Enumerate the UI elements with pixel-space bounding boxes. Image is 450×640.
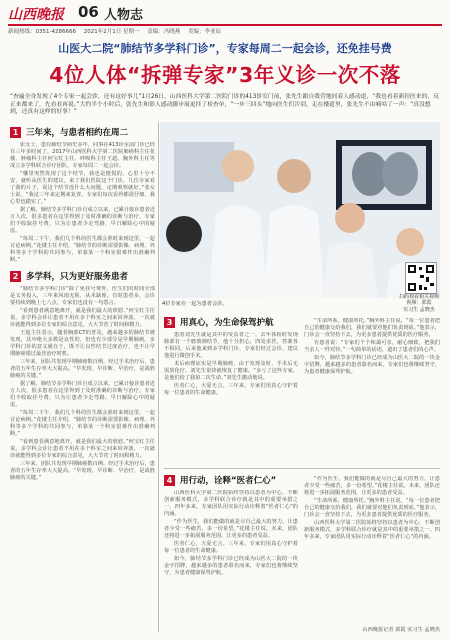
- section-heading-1: [10, 126, 128, 138]
- qr-caption: [394, 294, 444, 313]
- header-rule: [8, 24, 442, 26]
- paragraph: 张女士，患有肺结节病史多年，同事在413诊室前门诊已经有三年多时间了。2017年山西医科大学第二医院肺癌科主任花楼、肿瘤科主任何宝红主任、呼吸科主任王超、胸外科主任等成立多学科联合诊疗团队，专家每周二一起会诊。: [10, 142, 155, 169]
- column-section-3b: [304, 318, 440, 464]
- paragraph: “每周二下午，我们几个科的医生都会准时来到这里，一起讨论病例。”花楼主任介绍，“肺结节的诊断需要影像、病理、外科等多个学科的共同参与，单靠某一个科室很难作出准确判断。”: [10, 410, 155, 437]
- section-heading-3: [164, 316, 274, 328]
- masthead-meta: [8, 27, 227, 35]
- paragraph: “哪里突然发现了这个结节，我也是挺慌的，心里十分不安，就听从医生的建议，来了我们医院这个门诊，几位专家看了我的片子，说这个结节没什么大问题，定期观察就好。”张女士说，“我这三年来定期来复查，专家们每次看得都很仔细，我心里也踏实了。”: [10, 171, 155, 205]
- article-headline: 4位人体“拆弹专家”3年义诊一次不落: [49, 63, 401, 87]
- section-title: 三年来，与患者相约在周二: [26, 128, 129, 138]
- issue-date: 2021年2月1日 星期一: [83, 29, 140, 35]
- section-title: 用行动，诠释“医者仁心”: [180, 476, 277, 486]
- editor-credit: 责编：冯晓燕: [147, 29, 181, 35]
- article-subtitle: 山医大二院“肺结节多学科门诊”，专家每周二一起会诊，还免挂号费: [58, 42, 392, 55]
- paragraph: 山西医科大学第二医院始终坚持以患者为中心，不断创新服务模式，多学科联合诊疗就是其中的重要举措之一。四年多来，专家团队用实际行动诠释着“医者仁心”的内涵。: [164, 490, 298, 517]
- newspaper-logo: 山西晚报: [8, 7, 64, 23]
- qr-code-pattern: [406, 263, 436, 293]
- news-hotline: 新闻热线：0351-4286666: [8, 29, 76, 35]
- paragraph: 术后病理证实是早期肺癌，由于发现及时，手术后无需放化疗，刘先生很快就恢复了健康。“多亏了这些专家，是他们给了我第二次生命。”刘先生激动地说。: [164, 361, 298, 381]
- article-byline: 山西晚报记者 郭霞 实习生 孟晓杰: [362, 627, 440, 633]
- paragraph: “生命所系，健康所托。”胸外科主任说，“每一位患者把自己的健康交给我们，我们就要对他们负责到底。”他表示，门诊会一直坚持下去，为更多患者提供优质的医疗服务。: [304, 498, 440, 518]
- column-divider: [158, 122, 159, 632]
- column-section-1: [10, 142, 155, 262]
- paragraph: “肺结节多学科门诊”除了免挂号费外，医生们的时间全部是义务投入，三年来风雨无阻，从未缺席。有时患者多，会诊要持续到晚上七八点，专家们也没有一句怨言。: [10, 286, 155, 306]
- section-heading-2: [10, 270, 128, 282]
- paragraph: 如今，肺结节多学科门诊已经成为山医大二院的一块金字招牌，越来越多的患者慕名而来，专家们也将继续坚守，为患者健康保驾护航。: [304, 355, 440, 375]
- paragraph: 患者刘先生就是其中的受益者之一。去年体检时发现肺部有一个磨玻璃结节，他十分担心，四处求医，答案各不相同。后来他来到多学科门诊，专家们经过会诊，建议他进行微创手术。: [164, 332, 298, 359]
- section-title: 多学科，只为更好服务患者: [26, 272, 129, 282]
- paragraph: 如今，肺结节多学科门诊已经成为山医大二院的一块金字招牌，越来越多的患者慕名而来，专家们也将继续坚守，为患者健康保驾护航。: [164, 556, 298, 576]
- masthead: [8, 4, 442, 26]
- section-divider: [164, 468, 440, 469]
- section-number: 1: [10, 127, 21, 138]
- column-section-3: [164, 332, 298, 464]
- paragraph: 据了解，肺结节多学科门诊自成立以来，已累计接诊患者近万人次，很多患者在这里得到了及时准确的诊断与治疗。专家们不收取挂号费，只为让患者少走弯路，早日解除心中的疑虑。: [10, 207, 155, 234]
- page-number: 06: [78, 3, 99, 21]
- paragraph: 医者仁心，大爱无言。三年来，专家们用真心守护着每一位患者的生命健康。: [164, 383, 298, 396]
- paragraph: “生命所系，健康所托。”胸外科主任说，“每一位患者把自己的健康交给我们，我们就要对他们负责到底。”他表示，门诊会一直坚持下去，为更多患者提供优质的医疗服务。: [304, 318, 440, 338]
- section-number: 2: [10, 271, 21, 282]
- qr-code-icon[interactable]: [405, 262, 437, 294]
- qr-caption-line: 扫码观看相关视频: [398, 294, 439, 300]
- paragraph: 三年来，团队共发现早期肺癌数百例，经过手术治疗后，患者的五年生存率大大提高。“早发现、早诊断、早治疗，是战胜肺癌的关键。”: [10, 359, 155, 379]
- paragraph: 医者仁心，大爱无言。三年来，专家们用真心守护着每一位患者的生命健康。: [164, 541, 298, 554]
- section-number: 3: [164, 317, 175, 328]
- doctors-consultation-image: [160, 122, 440, 298]
- section-heading-4: [164, 474, 276, 486]
- column-section-4b: [304, 476, 440, 622]
- article-lead: “查遍全身发现了4个专家一起会诊，还有这好事儿”1月26日，山西医科大学第二医院门诊的413诊室门前，张先生跟自我营地间着人感动道，“我也看着新挂医来的，反正来都来了，先看看再说。”大约半个小时后，张先生和影人感动脚步展更挂了检查单，“一步三回头”地向医生们告别，走在楼道里，张先生不由嘀咕了一声：“真没想到，还真有这样的好事！”: [10, 94, 440, 115]
- paragraph: 据了解，肺结节多学科门诊自成立以来，已累计接诊患者近万人次，很多患者在这里得到了及时准确的诊断与治疗。专家们不收取挂号费，只为让患者少走弯路，早日解除心中的疑虑。: [10, 381, 155, 408]
- paragraph: “看到患者满意地离开，就是我们最大的欣慰。”何宝红主任说。多学科会诊让患者不用在多个科室之间来回奔波，一次就诊就能得到多位专家的综合意见，大大节省了时间和精力。: [10, 439, 155, 459]
- paragraph: “作为医生，我们能做的就是尽自己最大的努力，让患者少受一些痛苦，多一份希望。”花楼主任说。未来，团队还将进一步拓展服务范围，让更多的患者受益。: [304, 476, 440, 496]
- paragraph: 王超主任表示，随着胸部CT的普及，越来越多的肺结节被发现，其中绝大多数是良性的，但也有少部分是早期肺癌。多学科门诊的意义就在于，既不让良性结节过度治疗，也不让早期肺癌错过最佳治疗时机。: [10, 330, 155, 357]
- designer-credit: 美编：李亚辰: [188, 29, 222, 35]
- article-photo: [160, 122, 440, 298]
- qr-caption-line: 视频：郭霞: [406, 300, 432, 307]
- paragraph: “每周二下午，我们几个科的医生都会准时来到这里，一起讨论病例。”花楼主任介绍，“肺结节的诊断需要影像、病理、外科等多个学科的共同参与，单靠某一个科室很难作出准确判断。”: [10, 236, 155, 262]
- column-section-4: [164, 490, 298, 632]
- paragraph: “看到患者满意地离开，就是我们最大的欣慰。”何宝红主任说。多学科会诊让患者不用在多个科室之间来回奔波，一次就诊就能得到多位专家的综合意见，大大节省了时间和精力。: [10, 308, 155, 328]
- paragraph: “作为医生，我们能做的就是尽自己最大的努力，让患者少受一些痛苦，多一份希望。”花楼主任说。未来，团队还将进一步拓展服务范围，让更多的患者受益。: [164, 519, 298, 539]
- paragraph: 山西医科大学第二医院始终坚持以患者为中心，不断创新服务模式，多学科联合诊疗就是其中的重要举措之一。四年多来，专家团队用实际行动诠释着“医者仁心”的内涵。: [304, 520, 440, 540]
- section-number: 4: [164, 475, 175, 486]
- column-section-2: [10, 286, 155, 632]
- section-title: 用真心，为生命保驾护航: [180, 318, 274, 328]
- photo-caption: 4位专家在一起为患者会诊。: [162, 301, 228, 307]
- paragraph: 有患者说：“专家们个个和蔼可亲，耐心细致，把我们当亲人一样对待。”一句简单的话语，道出了患者们的心声。: [304, 340, 440, 353]
- section-title: 人物志: [104, 8, 144, 23]
- paragraph: 三年来，团队共发现早期肺癌数百例，经过手术治疗后，患者的五年生存率大大提高。“早发现、早诊断、早治疗，是战胜肺癌的关键。”: [10, 461, 155, 481]
- qr-caption-line: 实习生 孟晓杰: [403, 306, 435, 313]
